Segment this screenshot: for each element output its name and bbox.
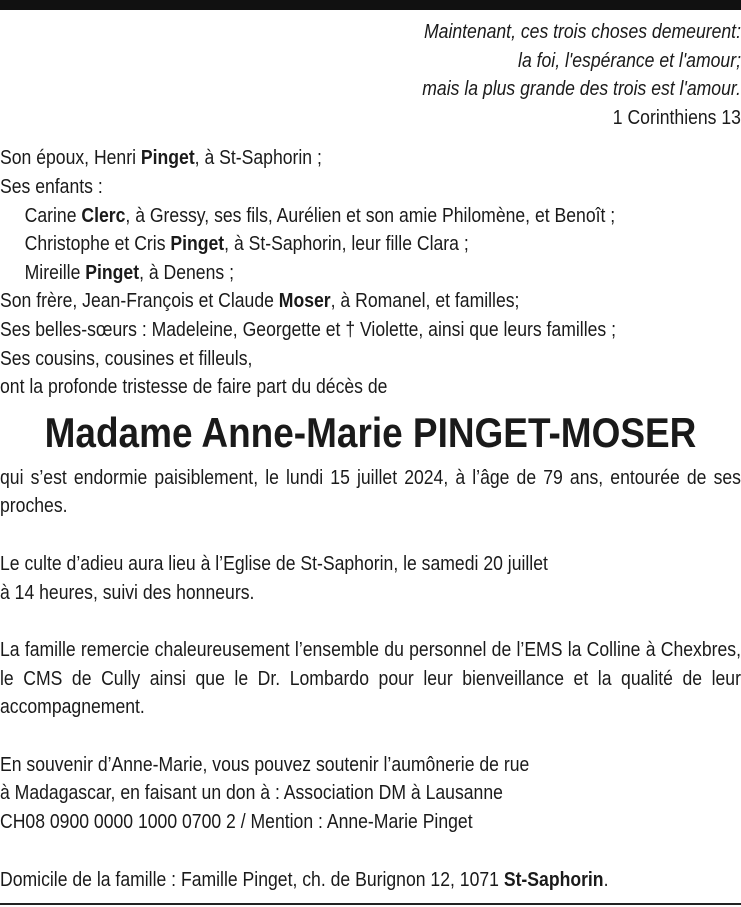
child2-first: Christophe et Cris [24, 233, 171, 256]
child3-rest: , à Denens ; [139, 261, 234, 284]
top-rule [0, 0, 741, 10]
domicile-town: St-Saphorin [503, 868, 604, 891]
bible-verse [0, 18, 741, 132]
child2-surname: Pinget [170, 233, 225, 256]
verse-reference: 1 Corinthiens 13 [612, 106, 741, 129]
spouse-prefix: Son époux, Henri [0, 147, 141, 170]
deceased-name: Madame Anne-Marie PINGET-MOSER [44, 408, 697, 456]
child-line-1 [0, 202, 741, 231]
domicile-suffix: . [603, 868, 609, 891]
donation-line-1: En souvenir d’Anne-Marie, vous pouvez soutenir l’aumônerie de rue [0, 753, 530, 776]
child2-rest: , à St-Saphorin, leur fille Clara ; [224, 233, 469, 256]
donation-line-3: CH08 0900 0000 1000 0700 2 / Mention : Anne-Marie Pinget [0, 811, 473, 834]
brother-surname: Moser [278, 290, 331, 313]
brother-line [0, 287, 741, 316]
service-line-1: Le culte d’adieu aura lieu à l’Eglise de St-Saphorin, le samedi 20 juillet [0, 552, 548, 575]
child3-first: Mireille [24, 261, 86, 284]
donation-line-2: à Madagascar, en faisant un don à : Association DM à Lausanne [0, 782, 503, 805]
announcement-line: ont la profonde tristesse de faire part du décès de [0, 376, 388, 399]
child1-first: Carine [24, 204, 82, 227]
child1-surname: Clerc [81, 204, 126, 227]
domicile-line [0, 866, 741, 895]
brother-rest: , à Romanel, et familles; [330, 290, 520, 313]
bottom-rule [0, 903, 741, 905]
spouse-line [0, 144, 741, 173]
spouse-suffix: , à St-Saphorin ; [194, 147, 322, 170]
children-label: Ses enfants : [0, 175, 103, 198]
domicile-prefix: Domicile de la famille : Famille Pinget, ch. de Burignon 12, 1071 [0, 868, 504, 891]
family-list [0, 144, 741, 401]
service-line-2: à 14 heures, suivi des honneurs. [0, 581, 255, 604]
child1-rest: , à Gressy, ses fils, Aurélien et son amie Philomène, et Benoît ; [125, 204, 616, 227]
donation-info [0, 751, 741, 837]
obituary-notice [0, 18, 741, 894]
cousins-line: Ses cousins, cousines et filleuls, [0, 347, 253, 370]
sisters-in-law-line: Ses belles-sœurs : Madeleine, Georgette et † Violette, ainsi que leurs familles ; [0, 318, 616, 341]
service-info [0, 550, 741, 607]
death-details: qui s’est endormie paisiblement, le lundi 15 juillet 2024, à l’âge de 79 ans, entourée de ses proches. [0, 466, 741, 518]
verse-line-2: la foi, l'espérance et l'amour; [518, 49, 741, 72]
verse-line-1: Maintenant, ces trois choses demeurent: [423, 21, 741, 43]
brother-prefix: Son frère, Jean-François et Claude [0, 290, 279, 313]
child-line-3 [0, 259, 741, 288]
child-line-2 [0, 230, 741, 259]
spouse-surname: Pinget [140, 147, 195, 170]
thanks-paragraph: La famille remercie chaleureusement l’ensemble du personnel de l’EMS la Colline à Chexbres, le CMS de Cully ainsi que le Dr. Lombardo pour leur bienveillance et la qualité de leur accompagnement. [0, 639, 741, 719]
child3-surname: Pinget [85, 261, 140, 284]
verse-line-3: mais la plus grande des trois est l'amour. [422, 78, 741, 101]
